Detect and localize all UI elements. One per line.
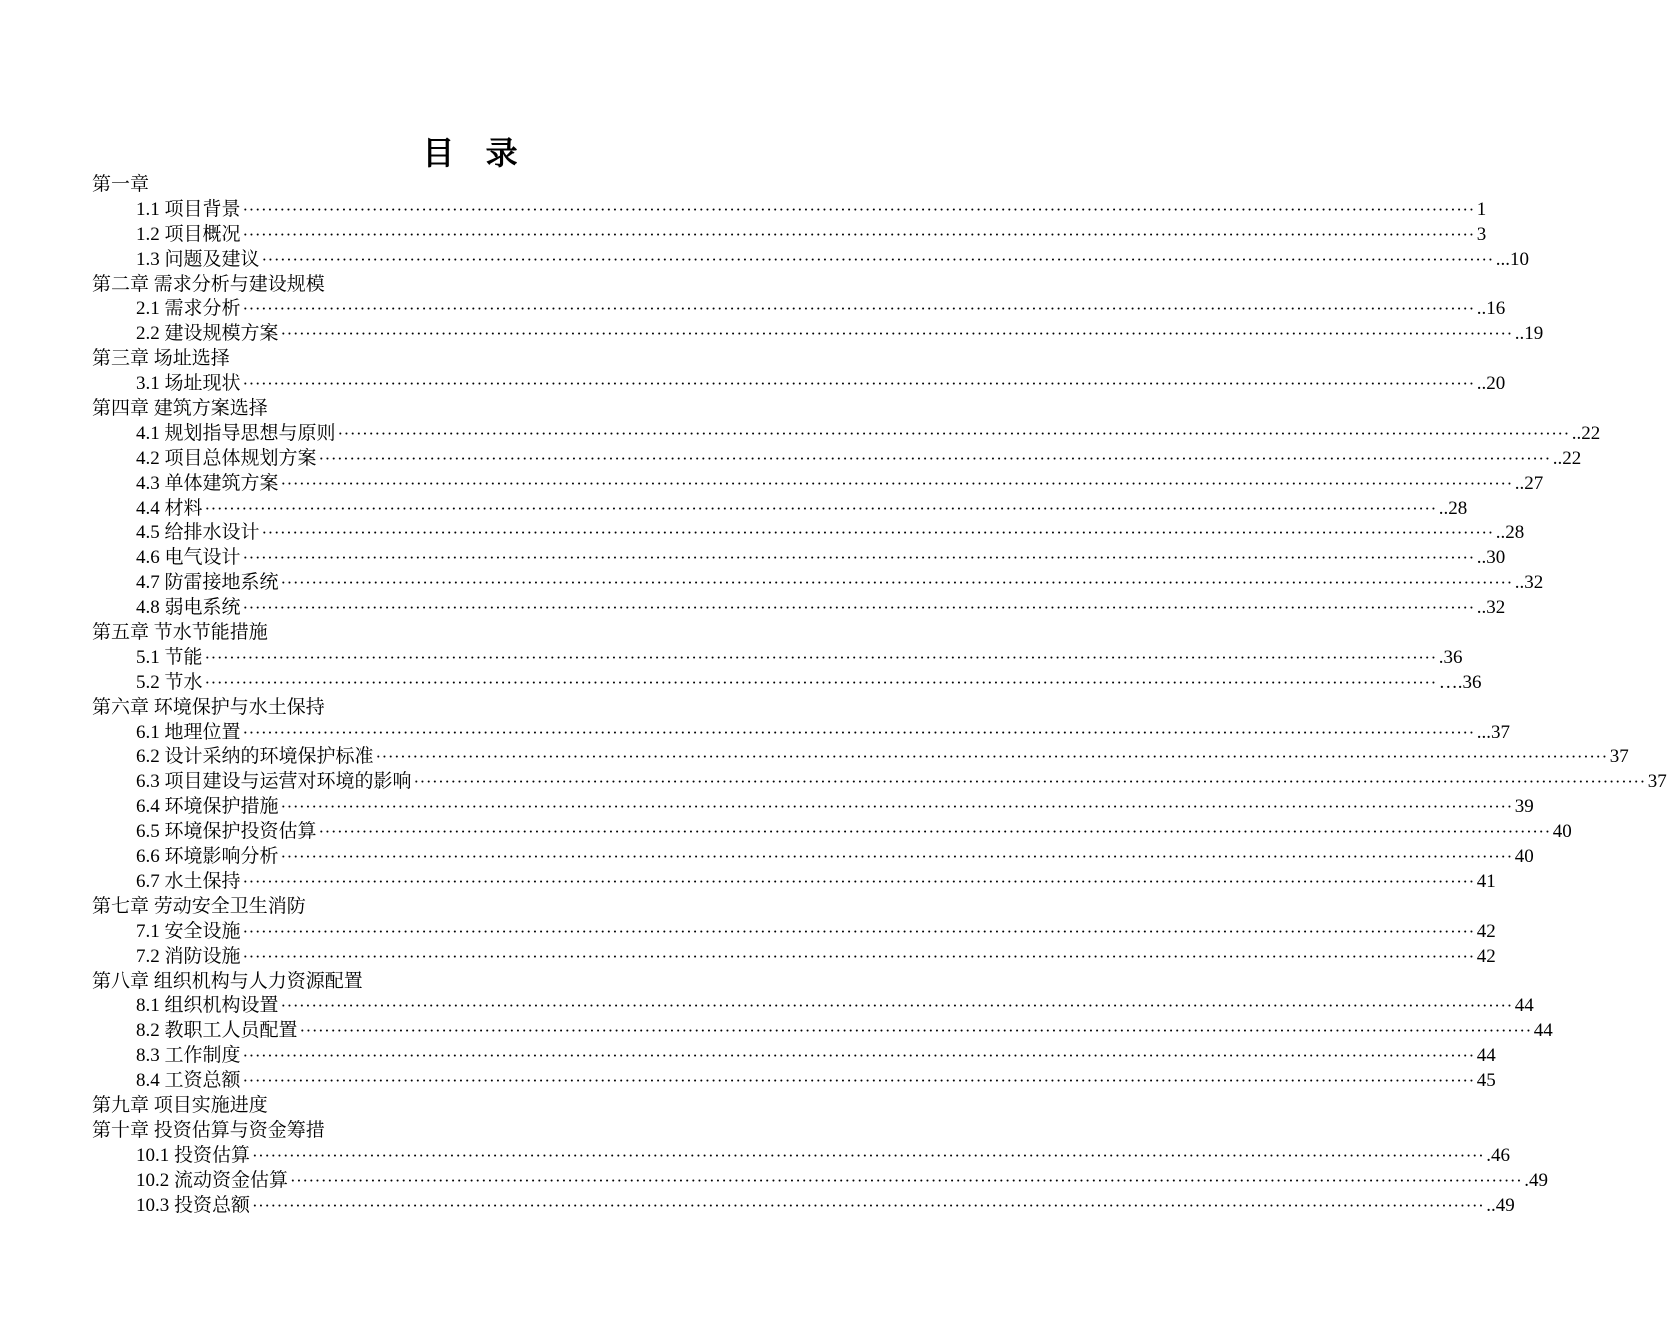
toc-label: 10.2 流动资金估算 bbox=[136, 1169, 289, 1191]
toc-leader-dots: ········································································································································································································ bbox=[242, 946, 1475, 966]
toc-leader-dots: ········································································································································································································ bbox=[242, 374, 1475, 394]
toc-label: 5.1 节能 bbox=[136, 646, 203, 668]
toc-leader-dots: ········································································································································································································ bbox=[242, 1046, 1475, 1066]
toc-leader-dots: ········································································································································································································ bbox=[242, 548, 1475, 568]
toc-label: 第三章 场址选择 bbox=[92, 348, 230, 370]
toc-label: 6.7 水土保持 bbox=[136, 870, 241, 892]
toc-label: 第四章 建筑方案选择 bbox=[92, 398, 268, 420]
toc-entry[interactable] bbox=[92, 472, 1544, 497]
toc-entry[interactable] bbox=[92, 571, 1544, 596]
toc-entry[interactable] bbox=[92, 248, 1529, 273]
toc-leader-dots: ········································································································································································································ bbox=[280, 473, 1513, 493]
toc-page-number: ..20 bbox=[1476, 373, 1506, 395]
toc-entry[interactable] bbox=[92, 1194, 1515, 1219]
toc-entry[interactable] bbox=[92, 820, 1572, 845]
toc-page-number: ...37 bbox=[1476, 721, 1510, 743]
toc-page-number: ..22 bbox=[1571, 422, 1601, 444]
toc-label: 4.7 防雷接地系统 bbox=[136, 572, 279, 594]
toc-entry[interactable] bbox=[92, 521, 1525, 546]
toc-page-number: 44 bbox=[1533, 1020, 1553, 1042]
toc-entry[interactable] bbox=[92, 1019, 1553, 1044]
toc-label: 5.2 节水 bbox=[136, 671, 203, 693]
toc-label: 6.4 环境保护措施 bbox=[136, 796, 279, 818]
toc-page-number: 37 bbox=[1647, 771, 1667, 793]
toc-chapter[interactable] bbox=[92, 397, 812, 422]
toc-label: 2.2 建设规模方案 bbox=[136, 323, 279, 345]
toc-entry[interactable] bbox=[92, 198, 1487, 223]
toc-label: 6.1 地理位置 bbox=[136, 721, 241, 743]
toc-label: 第六章 环境保护与水土保持 bbox=[92, 696, 325, 718]
toc-entry[interactable] bbox=[92, 1169, 1548, 1194]
toc-label: 第五章 节水节能措施 bbox=[92, 622, 268, 644]
toc-entry[interactable] bbox=[92, 322, 1544, 347]
toc-entry[interactable] bbox=[92, 596, 1506, 621]
toc-leader-dots: ········································································································································································································ bbox=[204, 647, 1437, 667]
toc-page-number: 40 bbox=[1552, 821, 1572, 843]
toc-leader-dots: ········································································································································································································ bbox=[242, 871, 1475, 891]
toc-leader-dots: ········································································································································································································ bbox=[242, 299, 1475, 319]
toc-leader-dots: ········································································································································································································ bbox=[318, 448, 1551, 468]
toc-label: 8.2 教职工人员配置 bbox=[136, 1020, 298, 1042]
toc-page-number: ...10 bbox=[1495, 248, 1529, 270]
toc-label: 10.1 投资估算 bbox=[136, 1144, 251, 1166]
toc-label: 4.8 弱电系统 bbox=[136, 597, 241, 619]
toc-entry[interactable] bbox=[92, 546, 1506, 571]
toc-page-number: 3 bbox=[1476, 223, 1487, 245]
toc-label: 4.5 给排水设计 bbox=[136, 522, 260, 544]
toc-entry[interactable] bbox=[92, 1044, 1496, 1069]
toc-label: 7.1 安全设施 bbox=[136, 920, 241, 942]
toc-leader-dots: ········································································································································································································ bbox=[299, 1021, 1532, 1041]
toc-leader-dots: ········································································································································································································ bbox=[204, 672, 1437, 692]
toc-leader-dots: ········································································································································································································ bbox=[204, 498, 1437, 518]
toc-chapter[interactable] bbox=[92, 347, 812, 372]
toc-entry[interactable] bbox=[92, 1069, 1496, 1094]
toc-page-number: 42 bbox=[1476, 945, 1496, 967]
toc-entry[interactable] bbox=[92, 447, 1582, 472]
toc-leader-dots: ········································································································································································································ bbox=[280, 324, 1513, 344]
toc-page-number: .49 bbox=[1524, 1169, 1548, 1191]
toc-label: 第八章 组织机构与人力资源配置 bbox=[92, 970, 363, 992]
toc-label: 4.3 单体建筑方案 bbox=[136, 472, 279, 494]
toc-chapter[interactable] bbox=[92, 895, 812, 920]
toc-label: 6.2 设计采纳的环境保护标准 bbox=[136, 746, 374, 768]
toc-label: 3.1 场址现状 bbox=[136, 373, 241, 395]
toc-page-number: 45 bbox=[1476, 1070, 1496, 1092]
toc-page-number: 44 bbox=[1476, 1045, 1496, 1067]
toc-label: 10.3 投资总额 bbox=[136, 1194, 251, 1216]
toc-leader-dots: ········································································································································································································ bbox=[280, 573, 1513, 593]
toc-page-number: ..32 bbox=[1476, 597, 1506, 619]
toc-chapter[interactable] bbox=[92, 621, 812, 646]
toc-leader-dots: ········································································································································································································ bbox=[261, 249, 1494, 269]
toc-page-number: ..49 bbox=[1486, 1194, 1515, 1216]
toc-leader-dots: ········································································································································································································ bbox=[252, 1195, 1485, 1215]
toc-page-number: 1 bbox=[1476, 198, 1487, 220]
toc-chapter[interactable] bbox=[92, 696, 812, 721]
toc-page-number: ..19 bbox=[1514, 323, 1544, 345]
toc-entry[interactable] bbox=[92, 870, 1496, 895]
toc-label: 4.6 电气设计 bbox=[136, 547, 241, 569]
toc-leader-dots: ········································································································································································································ bbox=[280, 797, 1513, 817]
toc-entry[interactable] bbox=[92, 745, 1629, 770]
toc-label: 7.2 消防设施 bbox=[136, 945, 241, 967]
toc-leader-dots: ········································································································································································································ bbox=[280, 996, 1513, 1016]
toc-leader-dots: ········································································································································································································ bbox=[413, 772, 1646, 792]
toc-label: 1.1 项目背景 bbox=[136, 198, 241, 220]
toc-page-number: ..28 bbox=[1438, 497, 1468, 519]
toc-page-number: 37 bbox=[1609, 746, 1629, 768]
toc-leader-dots: ········································································································································································································ bbox=[252, 1145, 1485, 1165]
toc-leader-dots: ········································································································································································································ bbox=[242, 199, 1475, 219]
toc-label: 8.4 工资总额 bbox=[136, 1070, 241, 1092]
toc-leader-dots: ········································································································································································································ bbox=[242, 224, 1475, 244]
toc-label: 8.1 组织机构设置 bbox=[136, 995, 279, 1017]
toc-label: 第十章 投资估算与资金筹措 bbox=[92, 1119, 325, 1141]
toc-leader-dots: ········································································································································································································ bbox=[242, 598, 1475, 618]
toc-label: 1.2 项目概况 bbox=[136, 223, 241, 245]
toc-entry[interactable] bbox=[92, 845, 1534, 870]
toc-page-number: ..16 bbox=[1476, 298, 1506, 320]
toc-page-number: 41 bbox=[1476, 870, 1496, 892]
toc-entry[interactable] bbox=[92, 297, 1506, 322]
toc-page-number: ..32 bbox=[1514, 572, 1544, 594]
toc-leader-dots: ········································································································································································································ bbox=[290, 1170, 1523, 1190]
table-of-contents bbox=[92, 173, 1667, 1218]
toc-page-number: 39 bbox=[1514, 796, 1534, 818]
toc-entry[interactable] bbox=[92, 770, 1667, 795]
toc-label: 4.4 材料 bbox=[136, 497, 203, 519]
toc-chapter[interactable] bbox=[92, 970, 812, 995]
toc-leader-dots: ········································································································································································································ bbox=[242, 921, 1475, 941]
toc-page-number: .36 bbox=[1438, 646, 1463, 668]
toc-label: 第九章 项目实施进度 bbox=[92, 1094, 268, 1116]
toc-entry[interactable] bbox=[92, 721, 1510, 746]
toc-page-number: ..30 bbox=[1476, 547, 1506, 569]
toc-leader-dots: ········································································································································································································ bbox=[375, 747, 1608, 767]
toc-page-number: 40 bbox=[1514, 846, 1534, 868]
toc-entry[interactable] bbox=[92, 994, 1534, 1019]
toc-entry[interactable] bbox=[92, 1144, 1510, 1169]
toc-entry[interactable] bbox=[92, 920, 1496, 945]
toc-chapter[interactable] bbox=[92, 1119, 812, 1144]
toc-leader-dots: ········································································································································································································ bbox=[280, 847, 1513, 867]
toc-label: 1.3 问题及建议 bbox=[136, 248, 260, 270]
toc-page-number: ..22 bbox=[1552, 447, 1582, 469]
toc-page-number: ..28 bbox=[1495, 522, 1525, 544]
toc-page-number: 42 bbox=[1476, 920, 1496, 942]
toc-leader-dots: ········································································································································································································ bbox=[261, 523, 1494, 543]
toc-label: 4.1 规划指导思想与原则 bbox=[136, 422, 336, 444]
toc-entry[interactable] bbox=[92, 795, 1534, 820]
toc-label: 第七章 劳动安全卫生消防 bbox=[92, 895, 306, 917]
toc-page-number: ..27 bbox=[1514, 472, 1544, 494]
toc-page-number: 44 bbox=[1514, 995, 1534, 1017]
toc-leader-dots: ········································································································································································································ bbox=[242, 1071, 1475, 1091]
toc-entry[interactable] bbox=[92, 671, 1482, 696]
toc-page-number: ….36 bbox=[1438, 671, 1482, 693]
toc-chapter[interactable] bbox=[92, 173, 812, 198]
toc-chapter[interactable] bbox=[92, 273, 812, 298]
toc-label: 第一章 bbox=[92, 174, 150, 195]
toc-label: 6.6 环境影响分析 bbox=[136, 846, 279, 868]
toc-chapter[interactable] bbox=[92, 1094, 812, 1119]
toc-entry[interactable] bbox=[92, 422, 1601, 447]
toc-page-number: .46 bbox=[1486, 1144, 1510, 1166]
toc-entry[interactable] bbox=[92, 646, 1463, 671]
toc-leader-dots: ········································································································································································································ bbox=[337, 423, 1570, 443]
toc-label: 6.3 项目建设与运营对环境的影响 bbox=[136, 771, 412, 793]
toc-label: 6.5 环境保护投资估算 bbox=[136, 821, 317, 843]
toc-label: 8.3 工作制度 bbox=[136, 1045, 241, 1067]
toc-entry[interactable] bbox=[92, 372, 1506, 397]
page-title: 目 录 bbox=[422, 134, 528, 172]
toc-entry[interactable] bbox=[92, 223, 1487, 248]
toc-label: 第二章 需求分析与建设规模 bbox=[92, 273, 325, 295]
toc-label: 4.2 项目总体规划方案 bbox=[136, 447, 317, 469]
toc-entry[interactable] bbox=[92, 497, 1468, 522]
toc-entry[interactable] bbox=[92, 945, 1496, 970]
toc-leader-dots: ········································································································································································································ bbox=[242, 722, 1475, 742]
toc-leader-dots: ········································································································································································································ bbox=[318, 822, 1551, 842]
toc-label: 2.1 需求分析 bbox=[136, 298, 241, 320]
